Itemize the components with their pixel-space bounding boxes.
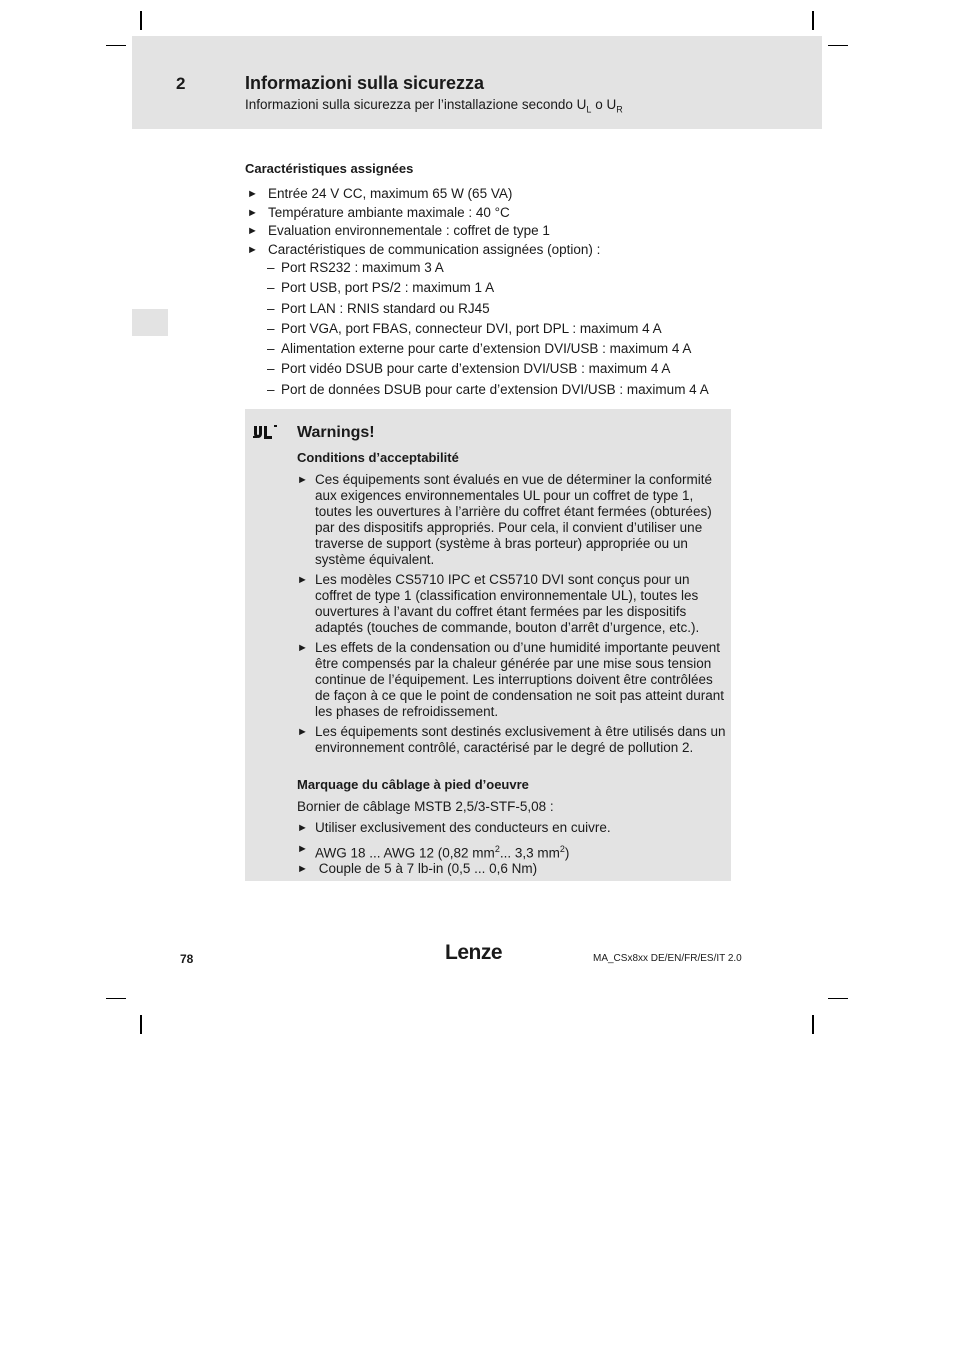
- chapter-title: Informazioni sulla sicurezza: [245, 73, 485, 93]
- list-item: ► Entrée 24 V CC, maximum 65 W (65 VA): [245, 185, 600, 204]
- list-item: ► AWG 18 ... AWG 12 (0,82 $mm^2$... 3,3 $mm^2$): [297, 839, 611, 860]
- list-item: – Port de données DSUB pour carte d’extension DVI/USB : maximum 4 A: [267, 380, 709, 400]
- crop-mark: [106, 998, 126, 999]
- section-heading-ratings: Caractéristiques assignées: [245, 161, 414, 176]
- wiring-list: [297, 818, 611, 880]
- list-item: – Port vidéo DSUB pour carte d’extension DVI/USB : maximum 4 A: [267, 359, 709, 379]
- list-item: – Port USB, port PS/2 : maximum 1 A: [267, 278, 709, 298]
- brand-logo: Lenze: [445, 941, 503, 964]
- crop-mark: [828, 998, 848, 999]
- arrow-bullet-icon: ►: [247, 243, 258, 256]
- page-number: 78: [180, 952, 194, 966]
- document-id: MA_CSx8xx DE/EN/FR/ES/IT 2.0: [593, 953, 742, 964]
- arrow-bullet-icon: ►: [297, 642, 308, 654]
- communication-ports-list: [267, 258, 709, 400]
- wiring-heading: Marquage du câblage à pied d’oeuvre: [297, 777, 529, 792]
- dash-bullet-icon: –: [267, 381, 275, 397]
- list-item: – Alimentation externe pour carte d’extension DVI/USB : maximum 4 A: [267, 339, 709, 359]
- crop-mark: [812, 11, 814, 30]
- crop-mark: [828, 45, 848, 46]
- dash-bullet-icon: –: [267, 300, 275, 316]
- side-tab-marker: [132, 309, 168, 336]
- dash-bullet-icon: –: [267, 260, 275, 275]
- list-item: ► Les équipements sont destinés exclusivement à être utilisés dans un environnement contrôlé, caractérisé par le degré de pollution 2.: [297, 724, 726, 755]
- list-item: ► Les effets de la condensation ou d’une humidité importante peuvent être compensés par la chaleur générée par une mise sous tension continue de l’équipement. Les interruptions doivent être contrôlées de façon à ce que le point de condensation ne soit pas atteint durant les phases de refroidissement.: [297, 640, 725, 719]
- crop-mark: [812, 1015, 814, 1034]
- arrow-bullet-icon: ►: [297, 726, 308, 738]
- ratings-list: [245, 185, 600, 259]
- crop-mark: [140, 1015, 142, 1034]
- arrow-bullet-icon: ►: [247, 206, 258, 219]
- chapter-subtitle: Informazioni sulla sicurezza per l’installazione secondo $U_L$ o $U_R$: [245, 97, 623, 115]
- list-item: ► Evaluation environnementale : coffret de type 1: [245, 222, 600, 241]
- arrow-bullet-icon: ►: [297, 474, 308, 486]
- dash-bullet-icon: –: [267, 320, 275, 336]
- list-item: ► Les modèles CS5710 IPC et CS5710 DVI sont conçus pour un coffret de type 1 (classification environnementale UL), toutes les ouvertures à l’avant du coffret étant fermées par les dispositifs adaptés (touches de commande, bouton d’arrêt d’urgence, etc.).: [297, 572, 700, 635]
- list-item: ► Température ambiante maximale : 40 °C: [245, 204, 600, 223]
- dash-bullet-icon: –: [267, 280, 275, 296]
- dash-bullet-icon: –: [267, 361, 275, 377]
- arrow-bullet-icon: ►: [297, 574, 308, 586]
- list-item: – Port VGA, port FBAS, connecteur DVI, port DPL : maximum 4 A: [267, 319, 709, 339]
- list-item: ► Utiliser exclusivement des conducteurs en cuivre.: [297, 818, 611, 839]
- arrow-bullet-icon: ►: [247, 225, 258, 237]
- conditions-list: [297, 472, 727, 760]
- ul-logo-icon: [252, 424, 278, 442]
- list-item: – Port RS232 : maximum 3 A: [267, 258, 709, 278]
- terminal-text: Bornier de câblage MSTB 2,5/3-STF-5,08 :: [297, 799, 554, 814]
- chapter-number: 2: [176, 74, 186, 93]
- arrow-bullet-icon: ►: [297, 822, 308, 834]
- list-item: ► Ces équipements sont évalués en vue de déterminer la conformité aux exigences environnementales UL pour un coffret de type 1, toutes les ouvertures à l’arrière du coffret étant fermées (obturées) par des dispositifs appropriés. Pour cela, il convient d’utiliser une traverse de support (système à bras porteur) appropriée ou un système équivalent.: [297, 472, 712, 567]
- warning-title: Warnings!: [297, 424, 375, 441]
- list-item: ► Caractéristiques de communication assignées (option) :: [245, 241, 600, 260]
- list-item: ► Couple de 5 à 7 lb-in (0,5 ... 0,6 Nm): [297, 859, 611, 880]
- crop-mark: [106, 45, 126, 46]
- conditions-heading: Conditions d’acceptabilité: [297, 450, 459, 465]
- arrow-bullet-icon: ►: [297, 842, 308, 855]
- arrow-bullet-icon: ►: [247, 188, 258, 200]
- list-item: – Port LAN : RNIS standard ou RJ45: [267, 299, 709, 319]
- warning-box: [245, 409, 731, 881]
- crop-mark: [140, 11, 142, 30]
- arrow-bullet-icon: ►: [297, 863, 308, 875]
- dash-bullet-icon: –: [267, 341, 275, 357]
